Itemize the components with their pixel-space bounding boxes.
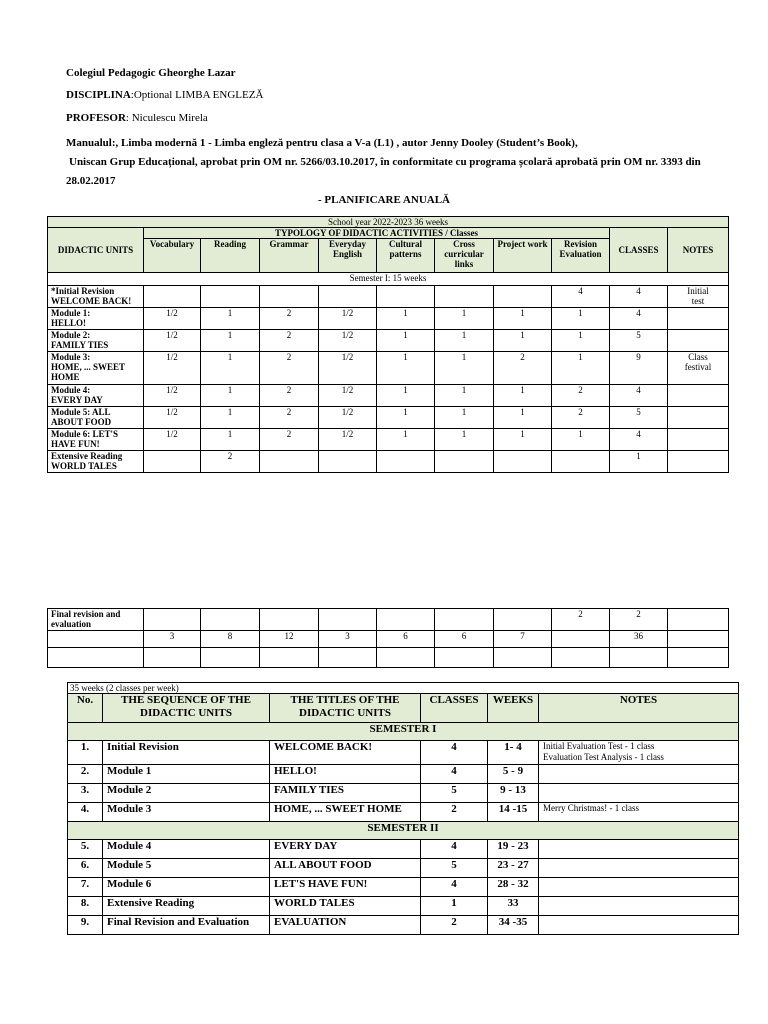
row-number: 5. [68,840,103,859]
activity-header: Cultural patterns [377,239,435,273]
value-cell [377,451,435,473]
sequence-caption: 35 weeks (2 classes per week) [68,683,739,694]
sequence-table [67,682,739,935]
notes-cell [539,859,739,878]
row-number: 9. [68,916,103,935]
typology-header: TYPOLOGY OF DIDACTIC ACTIVITIES / Classes [144,228,610,239]
activity-header: Project work [494,239,552,273]
notes-cell [668,385,729,407]
value-cell: 2 [552,385,610,407]
notes-header: NOTES [668,228,729,273]
sequence-row [68,840,739,859]
value-cell: 1 [552,308,610,330]
classes-cell: 5 [610,330,668,352]
total-cell: 12 [260,631,319,648]
value-cell [494,286,552,308]
value-cell: 1 [552,352,610,385]
sequence-cell: Module 6 [103,878,270,897]
activity-header: Everyday English [319,239,377,273]
sequence-row [68,897,739,916]
discipline-line [66,89,263,101]
title-cell: WELCOME BACK! [270,741,421,765]
notes-cell [668,429,729,451]
sequence-row [68,741,739,765]
value-cell: 1 [377,352,435,385]
value-cell [144,286,201,308]
unit-cell: Module 5: ALL ABOUT FOOD [48,407,144,429]
notes-cell [539,765,739,784]
classes-header: CLASSES [421,694,488,723]
value-cell: 1 [377,308,435,330]
sequence-row [68,878,739,897]
notes-cell [668,308,729,330]
planning-row [48,429,729,451]
classes-cell: 2 [421,803,488,822]
weeks-cell: 19 - 23 [488,840,539,859]
value-cell [260,451,319,473]
value-cell: 2 [260,308,319,330]
total-cell: 8 [201,631,260,648]
discipline-label: DISCIPLINA [66,89,131,101]
value-cell: 1 [435,385,494,407]
value-cell: 2 [201,451,260,473]
value-cell: 1 [494,308,552,330]
title-cell: ALL ABOUT FOOD [270,859,421,878]
value-cell: 1 [494,385,552,407]
weeks-cell: 9 - 13 [488,784,539,803]
classes-cell: 4 [610,286,668,308]
value-cell [494,451,552,473]
total-cell: 7 [494,631,552,648]
classes-cell: 2 [610,609,668,631]
value-cell: 2 [260,352,319,385]
sequence-cell: Module 2 [103,784,270,803]
value-cell [319,286,377,308]
sequence-cell: Initial Revision [103,741,270,765]
classes-header: CLASSES [610,228,668,273]
value-cell: 4 [552,286,610,308]
notes-cell [668,330,729,352]
classes-cell: 4 [610,429,668,451]
value-cell: 1 [494,429,552,451]
total-cell [668,631,729,648]
row-number: 1. [68,741,103,765]
unit-cell: Module 4: EVERY DAY [48,385,144,407]
value-cell: 1/2 [144,308,201,330]
value-cell [435,451,494,473]
value-cell [435,609,494,631]
value-cell: 1/2 [144,330,201,352]
value-cell [377,609,435,631]
notes-cell [539,878,739,897]
planning-table [47,216,729,473]
notes-header: NOTES [539,694,739,723]
titles-header: THE TITLES OF THE DIDACTIC UNITS [270,694,421,723]
value-cell: 2 [260,330,319,352]
title-cell: HOME, ... SWEET HOME [270,803,421,822]
value-cell: 1/2 [144,407,201,429]
value-cell: 2 [260,429,319,451]
total-cell: 6 [377,631,435,648]
row-number: 8. [68,897,103,916]
row-number: 3. [68,784,103,803]
value-cell: 1/2 [144,429,201,451]
value-cell [435,286,494,308]
unit-cell: Module 2: FAMILY TIES [48,330,144,352]
sequence-row [68,859,739,878]
value-cell [201,609,260,631]
notes-cell [539,916,739,935]
value-cell: 1 [552,429,610,451]
value-cell: 1 [201,407,260,429]
value-cell: 1 [201,308,260,330]
weeks-header: WEEKS [488,694,539,723]
classes-cell: 4 [421,741,488,765]
planning-totals-table [47,608,729,668]
value-cell: 1/2 [319,385,377,407]
planning-row [48,352,729,385]
notes-cell: Merry Christmas! - 1 class [539,803,739,822]
total-cell: 36 [610,631,668,648]
sequence-row [68,784,739,803]
sequence-cell: Module 5 [103,859,270,878]
manual-line-3: 28.02.2017 [66,175,116,187]
semester-1-row: Semester I: 15 weeks [48,273,729,286]
value-cell: 1 [201,330,260,352]
school-year-cell: School year 2022-2023 36 weeks [48,217,729,228]
teacher-label: PROFESOR [66,112,126,124]
teacher-line [66,112,208,124]
value-cell [319,609,377,631]
total-cell [552,631,610,648]
title-cell: HELLO! [270,765,421,784]
sequence-cell: Module 4 [103,840,270,859]
value-cell [260,286,319,308]
value-cell: 1/2 [319,330,377,352]
activity-header: Grammar [260,239,319,273]
classes-cell: 4 [610,385,668,407]
unit-cell: Final revision and evaluation [48,609,144,631]
value-cell: 1 [494,330,552,352]
classes-cell: 4 [421,765,488,784]
totals-label-cell [48,631,144,648]
value-cell: 1 [201,352,260,385]
semester-2-row: SEMESTER II [68,822,739,840]
value-cell: 1 [377,330,435,352]
value-cell: 1/2 [319,407,377,429]
classes-cell: 4 [421,878,488,897]
unit-cell: Module 3: HOME, ... SWEET HOME [48,352,144,385]
value-cell: 1 [494,407,552,429]
weeks-cell: 33 [488,897,539,916]
weeks-cell: 34 -35 [488,916,539,935]
page-title: - PLANIFICARE ANUALĂ [317,194,450,206]
semester-1-row: SEMESTER I [68,723,739,741]
title-cell: WORLD TALES [270,897,421,916]
activity-header: Vocabulary [144,239,201,273]
classes-cell: 2 [421,916,488,935]
value-cell: 1 [377,429,435,451]
weeks-cell: 1- 4 [488,741,539,765]
title-cell: EVERY DAY [270,840,421,859]
notes-cell [539,784,739,803]
value-cell: 2 [494,352,552,385]
activity-header: Cross curricular links [435,239,494,273]
sequence-row [68,803,739,822]
title-cell: EVALUATION [270,916,421,935]
value-cell: 1 [435,429,494,451]
notes-cell [668,609,729,631]
sequence-cell: Final Revision and Evaluation [103,916,270,935]
activity-header: Revision Evaluation [552,239,610,273]
activity-header: Reading [201,239,260,273]
sequence-header: THE SEQUENCE OF THE DIDACTIC UNITS [103,694,270,723]
value-cell [144,609,201,631]
unit-cell: *Initial Revision WELCOME BACK! [48,286,144,308]
classes-cell: 1 [421,897,488,916]
value-cell: 1/2 [319,308,377,330]
title-cell: LET'S HAVE FUN! [270,878,421,897]
value-cell [494,609,552,631]
unit-cell: Extensive Reading WORLD TALES [48,451,144,473]
value-cell: 1 [552,330,610,352]
notes-cell [668,451,729,473]
notes-cell [539,897,739,916]
school-name: Colegiul Pedagogic Gheorghe Lazar [66,67,236,79]
notes-cell: Initial test [668,286,729,308]
planning-row [48,451,729,473]
value-cell: 2 [260,407,319,429]
value-cell: 2 [260,385,319,407]
value-cell [201,286,260,308]
weeks-cell: 5 - 9 [488,765,539,784]
value-cell [552,451,610,473]
teacher-value: : Niculescu Mirela [125,112,208,124]
notes-cell: Initial Evaluation Test - 1 class Evaluation Test Analysis - 1 class [539,741,739,765]
classes-cell: 4 [421,840,488,859]
value-cell: 1/2 [144,352,201,385]
notes-cell: Class festival [668,352,729,385]
sequence-cell: Extensive Reading [103,897,270,916]
weeks-cell: 23 - 27 [488,859,539,878]
discipline-value: :Optional LIMBA ENGLEZĂ [130,89,264,101]
row-number: 6. [68,859,103,878]
no-header: No. [68,694,103,723]
value-cell: 1/2 [144,385,201,407]
planning-row [48,330,729,352]
value-cell [260,609,319,631]
manual-line-2: Uniscan Grup Educațional, aprobat prin OM nr. 5266/03.10.2017, în conformitate cu programa școlară aprobată prin OM nr. 3393 din [69,156,701,168]
value-cell: 1 [201,429,260,451]
classes-cell: 1 [610,451,668,473]
row-number: 7. [68,878,103,897]
total-cell: 3 [319,631,377,648]
title-cell: FAMILY TIES [270,784,421,803]
total-cell: 6 [435,631,494,648]
value-cell [319,451,377,473]
classes-cell: 5 [421,859,488,878]
value-cell: 1 [435,352,494,385]
value-cell: 1 [377,385,435,407]
row-number: 4. [68,803,103,822]
classes-cell: 5 [610,407,668,429]
total-cell: 3 [144,631,201,648]
value-cell [377,286,435,308]
weeks-cell: 14 -15 [488,803,539,822]
sequence-row [68,916,739,935]
final-revision-row [48,609,729,631]
value-cell: 1 [435,330,494,352]
manual-line-1: Manualul:, Limba modernă 1 - Limba engleză pentru clasa a V-a (L1) , autor Jenny Dooley (Student’s Book), [66,137,578,149]
planning-row [48,308,729,330]
value-cell: 1 [435,407,494,429]
unit-cell: Module 1: HELLO! [48,308,144,330]
value-cell: 1 [377,407,435,429]
value-cell: 2 [552,407,610,429]
value-cell: 1/2 [319,352,377,385]
planning-row [48,286,729,308]
classes-cell: 5 [421,784,488,803]
value-cell: 1/2 [319,429,377,451]
planning-row [48,407,729,429]
classes-cell: 4 [610,308,668,330]
sequence-cell: Module 1 [103,765,270,784]
empty-row [48,648,729,668]
classes-cell: 9 [610,352,668,385]
notes-cell [539,840,739,859]
didactic-units-header: DIDACTIC UNITS [48,228,144,273]
notes-cell [668,407,729,429]
row-number: 2. [68,765,103,784]
totals-row [48,631,729,648]
weeks-cell: 28 - 32 [488,878,539,897]
value-cell [144,451,201,473]
sequence-cell: Module 3 [103,803,270,822]
value-cell: 2 [552,609,610,631]
value-cell: 1 [201,385,260,407]
sequence-row [68,765,739,784]
value-cell: 1 [435,308,494,330]
unit-cell: Module 6: LET'S HAVE FUN! [48,429,144,451]
planning-row [48,385,729,407]
